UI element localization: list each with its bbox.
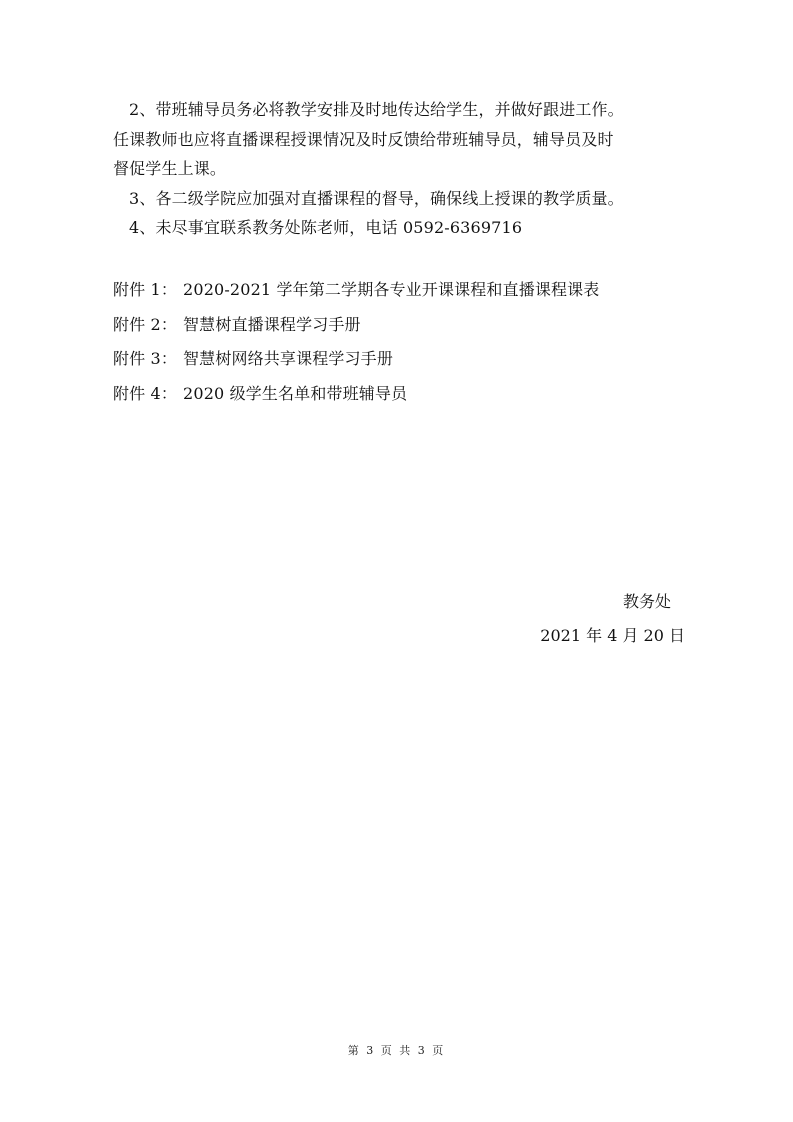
attachment-title: 2020 级学生名单和带班辅导员 xyxy=(183,383,408,403)
attachment-label: 附件 2： xyxy=(113,314,178,334)
item-2-line-3: 督促学生上课。 xyxy=(113,159,227,178)
attachment-label: 附件 1： xyxy=(113,280,178,299)
attachment-label: 附件 3： xyxy=(113,349,178,368)
item-2-line-2: 任课教师也应将直播课程授课情况及时反馈给带班辅导员，辅导员及时 xyxy=(113,129,614,149)
attachments-list xyxy=(113,273,699,411)
attachment-3 xyxy=(113,342,699,377)
item-2-line-1: 2、带班辅导员务必将教学安排及时地传达给学生，并做好跟进工作。 xyxy=(129,100,624,119)
page-number: 第 3 页 共 3 页 xyxy=(347,1044,446,1057)
item-3: 3、各二级学院应加强对直播课程的督导，确保线上授课的教学质量。 xyxy=(129,188,624,208)
attachment-1 xyxy=(113,273,699,308)
issue-date: 2021 年 4 月 20 日 xyxy=(540,626,685,645)
issuing-office: 教务处 xyxy=(622,592,671,611)
attachment-title: 2020-2021 学年第二学期各专业开课课程和直播课程课表 xyxy=(183,280,600,299)
page-footer xyxy=(0,1044,793,1058)
item-4: 4、未尽事宜联系教务处陈老师，电话 0592-6369716 xyxy=(129,218,523,237)
notice-body xyxy=(113,95,699,243)
attachment-label: 附件 4： xyxy=(113,383,178,403)
attachment-title: 智慧树直播课程学习手册 xyxy=(183,314,361,334)
attachment-2 xyxy=(113,308,699,343)
attachment-title: 智慧树网络共享课程学习手册 xyxy=(183,349,393,368)
signature-block xyxy=(540,585,685,653)
attachment-4 xyxy=(113,377,699,412)
